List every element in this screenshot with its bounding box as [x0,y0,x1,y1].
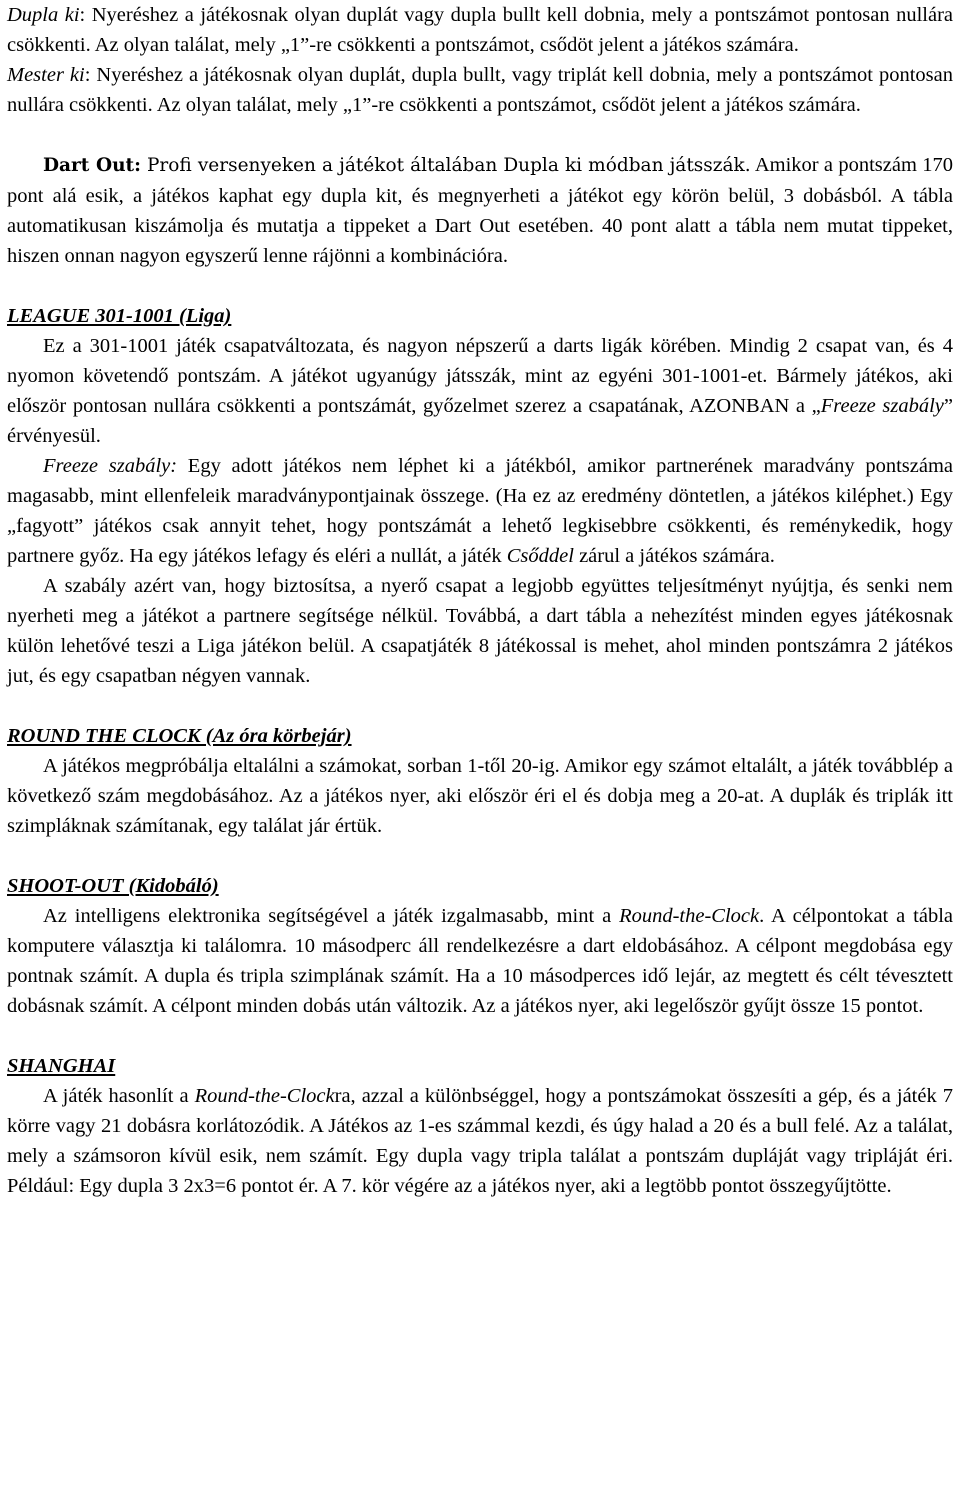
dupla-ki-text: : Nyeréshez a játékosnak olyan duplát vagy dupla bullt kell dobnia, mely a pontszámot pontosan nullára csökkenti. Az olyan találat, mely „1”-re csökkenti a pontszámot, csődöt jelent a játékos számára. [7,4,953,56]
shoot-out-italic: Round-the-Clock [619,905,760,927]
league-paragraph-2 [7,451,953,571]
freeze-rule-label: Freeze szabály: [43,455,178,477]
league-p2-text-a: Egy adott játékos nem léphet ki a játékból, amikor partnerének maradvány pontszáma magasabb, mint ellenfeleik maradványpontjainak összege. (Ha ez az eredmény döntetlen, a játékos kiléphet.) Egy „fagyott” játékos csak annyit tehet, hogy pontszámát a lehető legkisebbre csökkenti, és reménykedik, hogy partnere győz. Ha egy játékos lefagy és eléri a nullát, a játék [7,455,954,567]
league-heading: LEAGUE 301-1001 (Liga) [7,305,232,327]
league-p1-text-a: Ez a 301-1001 játék csapatváltozata, és nagyon népszerű a darts ligák körében. Mindig 2 csapat van, és 4 nyomon követendő pontszám. A játékot ugyanúgy játsszák, mint az egyéni 301-1001-et. Bármely játékos, aki először pontosan nullára csökkenti a pontszámát, győzelmet szerez a csapatának, AZONBAN a „ [7,335,953,417]
shoot-out-text-b: . A célpontokat a tábla komputere választja ki találomra. 10 másodperc áll rendelkezésre a dart eldobásához. A célpont megdobása egy pontnak számít. A dupla és tripla szimplának számít. Ha a 10 másodperces idő lejár, az megtett és célt tévesztett dobásnak számít. A célpont minden dobás után változik. Az a játékos nyer, aki legelőször gyűjt össze 15 pontot. [7,905,953,1017]
shanghai-text-a: A játék hasonlít a [43,1085,195,1107]
dart-out-paragraph [7,150,953,271]
spacer [7,691,953,721]
league-p2-italic: Csőddel [506,545,574,567]
spacer [7,120,953,150]
dupla-ki-label: Dupla ki [7,4,80,26]
shoot-out-heading: SHOOT-OUT (Kidobáló) [7,875,219,897]
dart-out-text-b: Amikor a pontszám 170 pont alá esik, a játékos kaphat egy dupla kit, és megnyerheti a játékot egy körön belül, 3 dobásból. A tábla automatikusan kiszámolja és mutatja a tippeket a Dart Out esetében. 40 pont alatt a tábla nem mutat tippeket, hiszen onnan nagyon egyszerű lenne rájönni a kombinációra. [7,154,953,267]
dart-out-label: Dart Out: [43,155,141,176]
league-paragraph-1 [7,331,953,451]
shanghai-paragraph [7,1081,953,1201]
dupla-ki-paragraph [7,0,953,60]
league-p1-text-b: ” érvényesül. [7,395,954,447]
round-the-clock-heading: ROUND THE CLOCK (Az óra körbejár) [7,725,352,747]
shoot-out-paragraph [7,901,953,1021]
shanghai-text-b: ra, azzal a különbséggel, hogy a pontszámokat összesíti a gép, és a játék 7 körre vagy 21 dobásra korlátozódik. A Játékos az 1-es számmal kezdi, és úgy halad a 20 és a bull felé. Az a találat, mely a számsoron kívül esik, nem számít. Egy dupla vagy tripla találat a pontszám dupláját vagy tripláját éri. Például: Egy dupla 3 2x3=6 pontot ér. A 7. kör végére az a játékos nyer, aki a legtöbb pontot összegyűjtötte. [7,1085,953,1197]
shanghai-heading: SHANGHAI [7,1055,116,1077]
spacer [7,271,953,301]
mester-ki-label: Mester ki [7,64,85,86]
mester-ki-text: : Nyeréshez a játékosnak olyan duplát, dupla bullt, vagy triplát kell dobnia, mely a pontszámot pontosan nullára csökkenti. Az olyan találat, mely „1”-re csökkenti a pontszámot, csődöt jelent a játékos számára. [7,64,953,116]
league-paragraph-3: A szabály azért van, hogy biztosítsa, a nyerő csapat a legjobb együttes teljesítményt nyújtja, és senki nem nyerheti meg a játékot a partnere segítsége nélkül. Továbbá, a dart tábla a nehezítést minden egyes játékosnak külön lehetővé teszi a Liga játékon belül. A csapatjáték 8 játékossal is mehet, ahol minden pontszámra 2 játékos jut, és egy csapatban négyen vannak. [7,575,953,687]
mester-ki-paragraph [7,60,953,120]
league-p2-text-b: zárul a játékos számára. [573,545,775,567]
round-the-clock-paragraph: A játékos megpróbálja eltalálni a számokat, sorban 1-től 20-ig. Amikor egy számot eltalált, a játék továbblép a következő szám megdobásához. Az a játékos nyer, aki először éri el és dobja meg a 20-at. A duplák és triplák itt szimpláknak számítanak, egy találat jár értük. [7,755,953,837]
shoot-out-text-a: Az intelligens elektronika segítségével a játék izgalmasabb, mint a [43,905,620,927]
spacer [7,841,953,871]
spacer [7,1021,953,1051]
dart-out-text-a: Profi versenyeken a játékot általában Dupla ki módban játsszák. [140,155,751,176]
shanghai-italic: Round-the-Clock [194,1085,335,1107]
league-p1-italic: Freeze szabály [820,395,944,417]
